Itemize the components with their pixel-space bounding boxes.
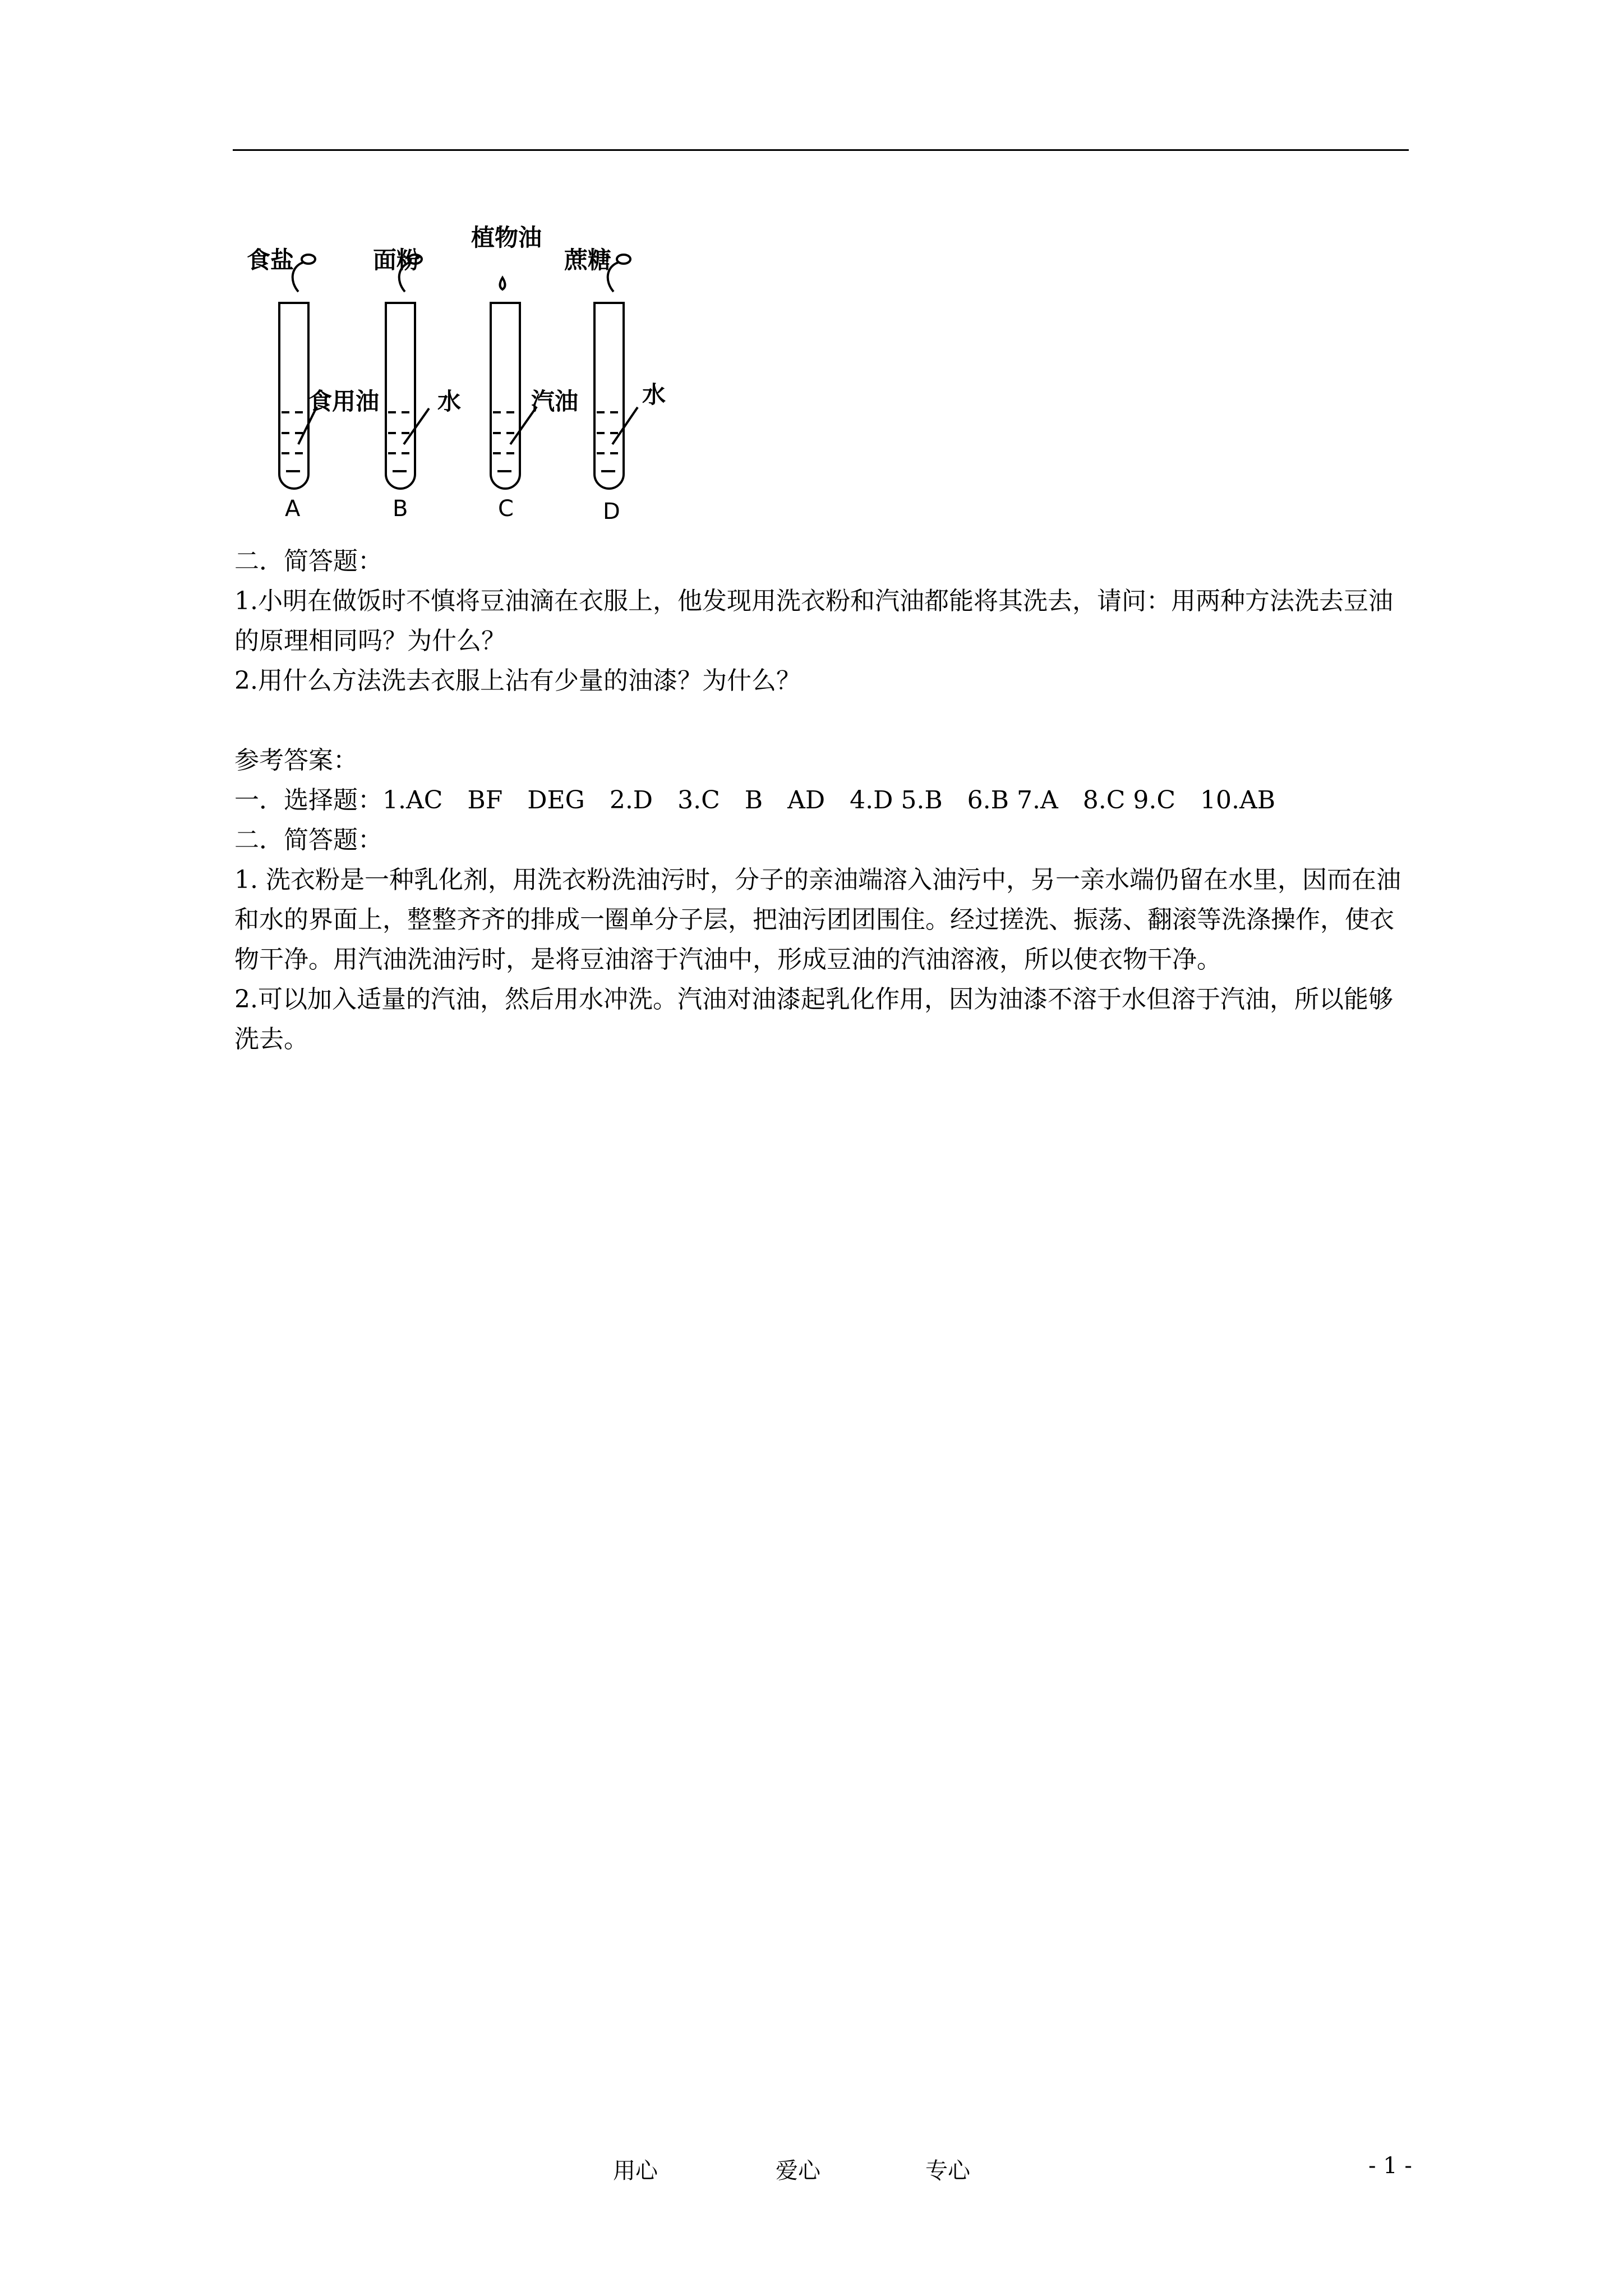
label-flour: 面粉: [373, 246, 421, 274]
letter-c: C: [498, 496, 514, 522]
blank-line: [234, 701, 1410, 740]
label-salt: 食盐: [247, 246, 294, 274]
label-vegetable-oil: 植物油: [471, 224, 542, 251]
label-water-b: 水: [437, 388, 462, 415]
letter-a: A: [285, 496, 301, 522]
answer-2: 2.可以加入适量的汽油，然后用水冲洗。汽油对油漆起乳化作用，因为油漆不溶于水但溶于汽油，所以能够洗去。: [234, 985, 1393, 1053]
tube-b: [386, 255, 429, 489]
letter-b: B: [393, 496, 408, 522]
page-number: - 1 -: [1368, 2153, 1412, 2179]
label-water-d: 水: [642, 381, 666, 408]
footer-motto-1: 用心: [613, 2158, 658, 2184]
question-1: 1.小明在做饭时不慎将豆油滴在衣服上，他发现用洗衣粉和汽油都能将其洗去，请问：用两种方法洗去豆油的原理相同吗？为什么？: [234, 587, 1393, 655]
oil-drop: [500, 278, 505, 289]
choice-answers: 一．选择题：1.AC BF DEG 2.D 3.C B AD 4.D 5.B 6.B 7.A 8.C 9.C 10.AB: [234, 786, 1276, 815]
footer-motto-3: 专心: [925, 2158, 970, 2184]
spoon-a: [293, 263, 303, 292]
question-2: 2.用什么方法洗去衣服上沾有少量的油漆？为什么？: [234, 666, 801, 695]
letter-d: D: [603, 499, 620, 524]
footer-motto-2: 爱心: [776, 2158, 820, 2184]
answer-1: 1. 洗衣粉是一种乳化剂，用洗衣粉洗油污时，分子的亲油端溶入油污中，另一亲水端仍留在水里，因而在油和水的界面上，整整齐齐的排成一圈单分子层，把油污团团围住。经过搓洗、振荡、翻滚等洗涤操作，使衣物干净。用汽油洗油污时，是将豆油溶于汽油中，形成豆油的汽油溶液，所以使衣物干净。: [234, 866, 1401, 974]
header-rule: [233, 149, 1409, 151]
tube-a: [279, 255, 317, 489]
test-tube-figure: [236, 224, 684, 539]
leader-b: [404, 408, 429, 444]
label-sugar: 蔗糖: [564, 246, 612, 274]
section2-heading: 二．简答题：: [234, 547, 382, 576]
tube-d: [594, 255, 638, 489]
document-body: [234, 541, 1410, 1059]
label-edible-oil: 食用油: [308, 388, 380, 415]
label-gasoline: 汽油: [531, 388, 579, 415]
test-tube-diagram: [236, 224, 684, 539]
tube-c: [491, 278, 537, 489]
short-answer-heading: 二．简答题：: [234, 826, 382, 854]
answers-title: 参考答案：: [234, 746, 358, 775]
